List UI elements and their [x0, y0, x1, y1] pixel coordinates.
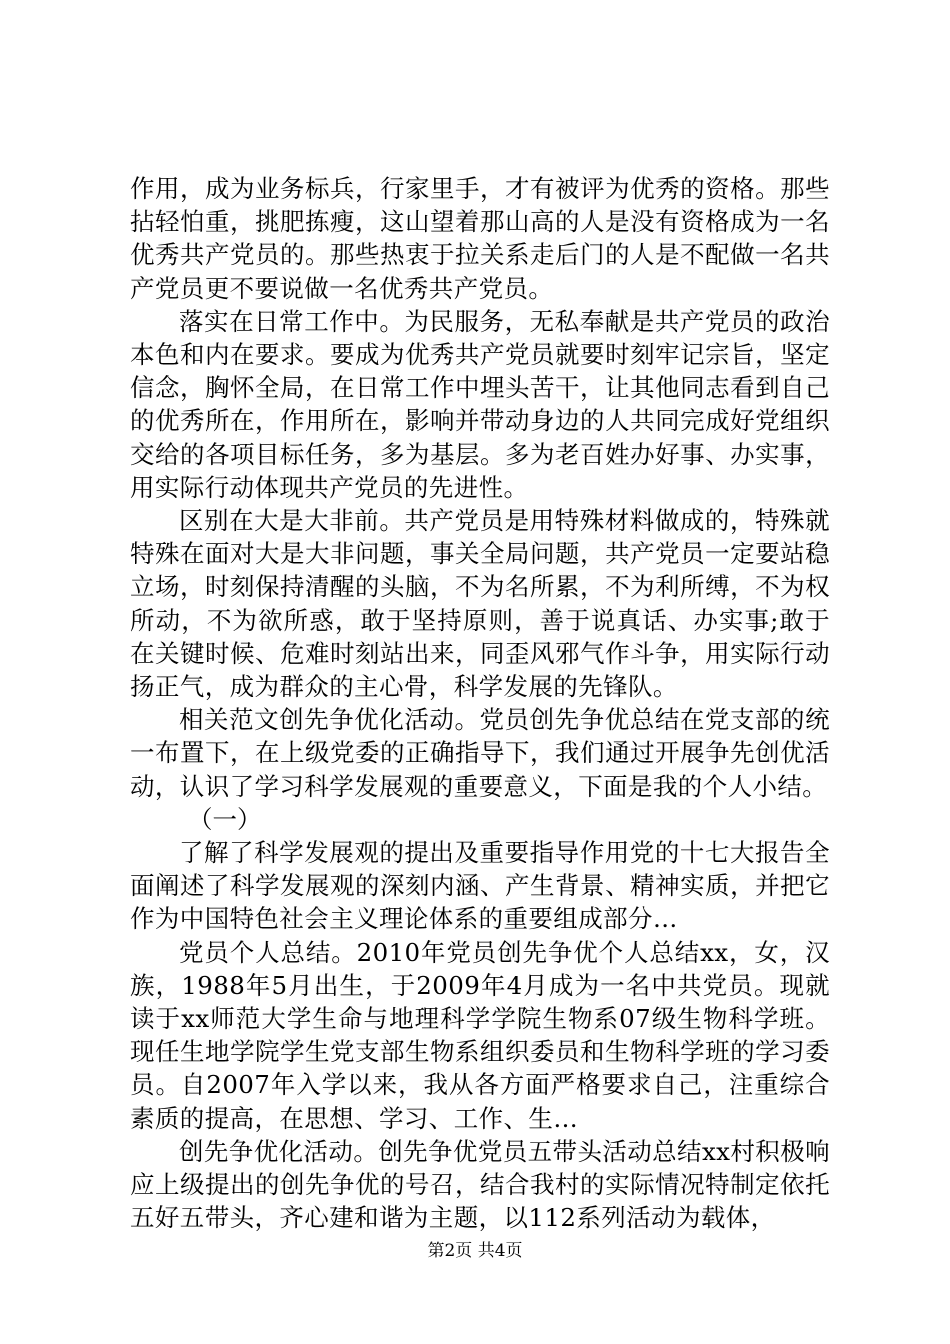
document-body [130, 172, 830, 1235]
paragraph-1: 作用，成为业务标兵，行家里手，才有被评为优秀的资格。那些拈轻怕重，挑肥拣瘦，这山望着那山高的人是没有资格成为一名优秀共产党员的。那些热衷于拉关系走后门的人是不配做一名共产党员更不要说做一名优秀共产党员。 [130, 174, 830, 303]
section-heading: （一） [188, 804, 262, 834]
paragraph-4: 相关范文创先争优化活动。党员创先争优总结在党支部的统一布置下，在上级党委的正确指导下，我们通过开展争先创优活动，认识了学习科学发展观的重要意义，下面是我的个人小结。 [130, 705, 830, 801]
paragraph-3: 区别在大是大非前。共产党员是用特殊材料做成的，特殊就特殊在面对大是大非问题，事关全局问题，共产党员一定要站稳立场，时刻保持清醒的头脑，不为名所累，不为利所缚，不为权所动，不为欲所惑，敢于坚持原则，善于说真话、办实事;敢于在关键时候、危难时刻站出来，同歪风邪气作斗争，用实际行动扬正气，成为群众的主心骨，科学发展的先锋队。 [130, 506, 830, 702]
page-number-footer: 第2页 共4页 [427, 1241, 523, 1261]
paragraph-5: 了解了科学发展观的提出及重要指导作用党的十七大报告全面阐述了科学发展观的深刻内涵、产生背景、精神实质，并把它作为中国特色社会主义理论体系的重要组成部分… [130, 838, 830, 934]
paragraph-7: 创先争优化活动。创先争优党员五带头活动总结xx村积极响应上级提出的创先争优的号召，结合我村的实际情况特制定依托五好五带头，齐心建和谐为主题，以112系列活动为载体， [130, 1136, 830, 1233]
paragraph-2: 落实在日常工作中。为民服务，无私奉献是共产党员的政治本色和内在要求。要成为优秀共产党员就要时刻牢记宗旨，坚定信念，胸怀全局，在日常工作中埋头苦干，让其他同志看到自己的优秀所在，作用所在，影响并带动身边的人共同完成好党组织交给的各项目标任务，多为基层。多为老百姓办好事、办实事，用实际行动体现共产党员的先进性。 [130, 306, 830, 502]
paragraph-6: 党员个人总结。2010年党员创先争优个人总结xx，女，汉族，1988年5月出生，于2009年4月成为一名中共党员。现就读于xx师范大学生命与地理科学学院生物系07级生物科学班。现任生地学院学生党支部生物系组织委员和生物科学班的学习委员。自2007年入学以来，我从各方面严格要求自己，注重综合素质的提高，在思想、学习、工作、生… [130, 937, 830, 1133]
